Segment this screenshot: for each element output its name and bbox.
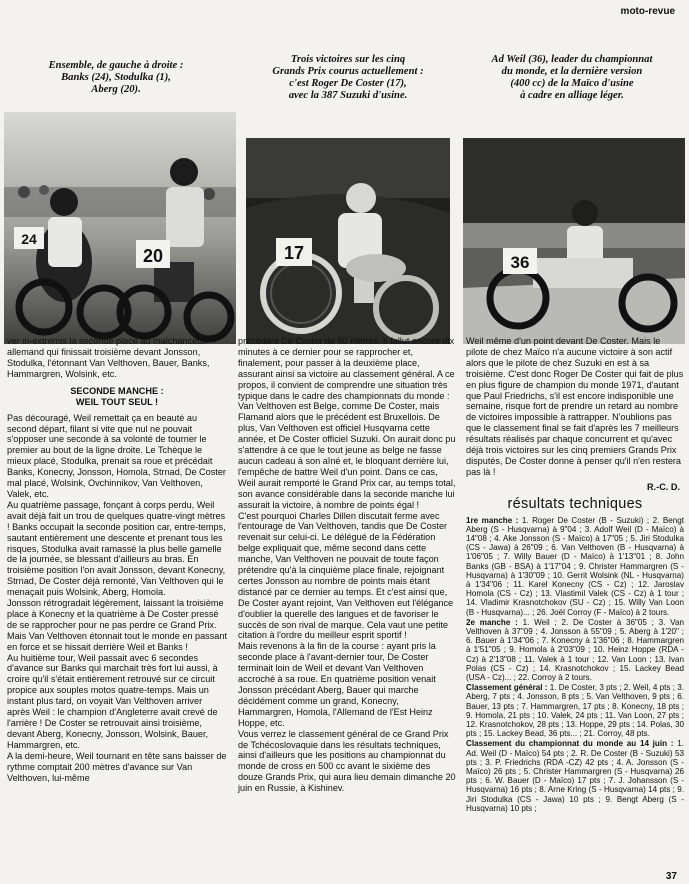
caption-left: Ensemble, de gauche à droite : Banks (24), Stodulka (1), Aberg (20). <box>48 60 184 95</box>
photo-banks-stodulka-aberg <box>4 112 236 344</box>
photo-ad-weil <box>463 138 685 344</box>
magazine-title: moto-revue <box>620 6 675 17</box>
article-column-2 <box>238 336 456 794</box>
article-column-3 <box>466 336 684 814</box>
section-heading-line-2: WEIL TOUT SEUL ! <box>75 396 159 407</box>
author-signature: R.-C. D. <box>647 481 680 492</box>
page-number: 37 <box>665 871 677 882</box>
photo-number-24: 24 <box>21 231 37 247</box>
results-text: 1. Roger De Coster (B - Suzuki) ; 2. Bengt Aberg (S - Husqvarna) à 9"04 ; 3. Adolf Weil (D - Maïco) à 14"08 ; 4. Ake Jonsson (S - Maïco) à 17"05 ; 5. Jiri Stodulka (CS - Jawa) à 26"09 ; 6. Van Velthoven (B - Husqvarna) à 1'06"05 ; 7. Willy Bauer (D - Maïco) à 1'13"01 ; 8. John Banks (GB - BSA) à 1'17"04 ; 9. Christer Hammargren (S - Husqvarna) à 1'30"09 ; 10. Gerrit Wolsink (NL - Husqvarna) à 1'34"06 ; 11. Karel Konecny (CS - Cz) ; 12. Jaroslav Homola (CS - Cz) ; 13. Vlastimil Valek (CS - Cz) à 1 tour ; 14. Vladimir Krasnotchokov (SU - Cz) ; 15. Willy Van Loon (B - Husqvarna)... ; 26. Joël Corroy (F - Maïco) à 2 tours. <box>466 515 684 617</box>
results-championship <box>466 739 684 813</box>
caption-right: Ad Weil (36), leader du championnat du monde, et la dernière version (400 cc) de la Maïco d'usine à cadre en alliage léger. <box>491 54 653 101</box>
results-block <box>466 516 684 814</box>
photo-number-36: 36 <box>510 253 530 272</box>
results-first-heat <box>466 516 684 617</box>
results-text: 1. Weil ; 2. De Coster à 36"05 ; 3. Van Velthoven à 37"09 ; 4. Jonsson à 55"09 ; 5. Aberg à 1'20" ; 6. Bauer à 1'34"06 ; 7. Konecny à 1'36"06 ; 8. Hammargren à 1'51"05 ; 9. Homola à 2'03"09 ; 10. Heinz Hoppe (RDA - Cz) à 2'13"08 ; 11. Valek à 1 tour ; 12. Van Loon ; 13. Ivan Polas (CS - Cz) ; 14. Krasnotchokov ; 15. Lackey Bead (USA - Cz)... ; 22. Corroy à 2 tours. <box>466 617 684 683</box>
results-text: 1. De Coster, 3 pts ; 2. Weil, 4 pts ; 3. Aberg, 7 pts ; 4. Jonsson, 8 pts ; 5. Van Velthoven, 9 pts ; 6. Bauer, 13 pts ; 7. Hammargren, 17 pts ; 8. Konecny, 18 pts ; 9. Homola, 21 pts ; 10. Valek, 24 pts ; 11. Van Loon, 27 pts ; 12. Krasnotchokov, 28 pts ; 13. Hoppe, 29 pts ; 14. Polas, 30 pts ; 15. Lackey Bead, 36 pts... ; 21. Corroy, 48 pts. <box>466 683 685 739</box>
results-label: Classement général : <box>466 683 548 693</box>
column-3-body: Weil même d'un point devant De Coster. Mais le pilote de chez Maïco n'a aucune victoire à son actif alors que le pilote de chez Suzuki en est à sa troisième. C'est donc Roger De Coster qui fait de plus en plus figure de champion du monde 1971, d'autant que Paul Friedrichs, s'il est encore indisponible une semaine, risque fort de prendre un retard au nombre de victoires impossible à rattrapper. N'oublions pas que le classement final se fait d'après les 7 meilleurs résultats réalisés par chaque concurrent et qu'avec déjà trois victoires sur les cinq premiers Grands Prix disputés, De Coster donne à penser qu'il n'en restera pas là ! <box>466 336 684 477</box>
photo-number-17: 17 <box>283 243 305 263</box>
results-second-heat <box>466 618 684 682</box>
section-heading-line-1: SECONDE MANCHE : <box>70 385 164 396</box>
section-heading <box>7 386 227 408</box>
results-overall <box>466 683 684 738</box>
photo-de-coster <box>246 138 450 344</box>
results-text: 1. Ad. Weil (D - Maïco) 54 pts ; 2. R. De Coster (B - Suzuki) 53 pts ; 3. P. Friedrichs (RDA -CZ) 42 pts ; 4. A. Jonsson (S - Maïco) 26 pts ; 5. Christer Hammargren (S - Husqvarna) 26 pts ; 6. W. Bauer (D - Maïco) 17 pts ; 7. J. Johansson (S - Husqvarna) 16 pts ; 8. Arne Kring (S - Husqvarna) 14 pts ; 9. Jiri Stodulka (CS - Jawa) 10 pts ; 9. Bengt Aberg (S - Husqvarna) 10 pts ; <box>466 739 684 813</box>
results-label: Classement du championnat du monde au 14 juin : <box>466 739 674 749</box>
column-1-body: Pas découragé, Weil remettait ça en beauté au second départ, filant si vite que nul ne pouvait s'opposer une seconde à sa volonté de tourner le premier au bout de la ligne droite. Le Tchèque le mieux placé, Stodulka, prenait sa roue et précédait Banks, Konecny, Jonsson, Homola, Strnad, De Coster mal placé, Wolsink, Ovchinnikov, Van Velthoven, Valek, etc. Au quatrième passage, fonçant à corps perdu, Weil avait déjà fait un trou de quelques quatre-vingt mètres ! Banks occupait la seconde position car, entre-temps, sautant entièrement une descente et prenant tous les risques, Stodulka avait ramassé la plus belle gamelle de la journée, se blessant d'ailleurs au bras. En troisième position l'on avait Jonsson, devant Konecny, Strnad, De Coster déjà remonté, Van Velthoven qui le menaçait puis Wolsink, Aberg, Homola. Jonsson rétrogradait légèrement, laissant la troisième place à Konecny et la quatrième à De Coster pressé de se rapprocher pour ne pas perdre ce Grand Prix. Mais Van Velthoven étonnait tout le monde en passant en force et se hissait derrière Weil et Banks ! Au huitième tour, Weil passait avec 6 secondes d'avance sur Banks qui marchait très fort lui aussi, à croire qu'il s'était entièrement retrouvé sur ce circuit propice aux souples motos quatre-temps. Mais un instant plus tard, on voyait Van Velthoven arriver après Weil : le champion d'Angleterre avait crevé de l'arrière ! De Coster se retrouvait ainsi troisième, devant Aberg, Konecny, Jonsson, Wolsink, Bauer, Hammargren, etc. A la demi-heure, Weil tournant en tête sans baisser de rythme comptait 200 mètres d'avance sur Van Velthoven, lui-même <box>7 412 227 783</box>
photo-number-20: 20 <box>142 246 164 266</box>
column-1-intro: ver in-extremis la seconde place au malchanceux allemand qui finissait troisième devant Jonsson, Stodulka, l'étonnant Van Velthoven, Bauer, Banks, Hammargren, Wolsink, etc. <box>7 336 210 379</box>
results-label: 1re manche : <box>466 515 519 525</box>
caption-center: Trois victoires sur les cinq Grands Prix courus actuellement : c'est Roger De Coster (17), avec la 387 Suzuki d'usine. <box>272 54 424 101</box>
article-column-1 <box>7 336 227 783</box>
results-title: résultats techniques <box>507 495 643 512</box>
results-label: 2e manche : <box>466 617 518 627</box>
column-2-body: précédant De Coster de 50 mètres. Il fallut encore dix minutes à ce dernier pour se rapprocher et, finalement, pour passer à la deuxième place, assurant ainsi sa victoire au classement général. A ce propos, il convient de comprendre une situation très typique dans le cadre des championnats du monde : Van Velthoven est Belge, comme De Coster, mais Flamand alors que le précédent est Bruxellois. De plus, Van Velthoven est officiel Husqvarna cette année, et De Coster officiel Suzuki. On aurait donc pu s'attendre à ce que le tout jeune as belge ne fasse aucun cadeau à son aîné et, le bloquant derrière lui, l'empêche de battre Weil d'un point. Dans ce cas, Weil aurait remporté le Grand Prix car, au temps total, son avance considérable dans la seconde manche lui assurait la victoire, à nombre de points égal ! C'est pourquoi Charles Dillen discutait ferme avec l'entourage de Van Velthoven, tandis que De Coster revenait sur celui-ci. Le délégué de la Fédération belge expliquait que, même second dans cette manche, Van Velthoven ne pouvait de toute façon prétendre qu'à la cinquième place finale, rejoignant certes Jonsson au nombre de points mais étant distancé par ce dernier au temps. Et c'est ainsi que, De Coster ayant rejoint, Van Velthoven eut l'élégance d'oublier la querelle des langues et de favoriser le succès de son rival de marque. Cela vaut une petite citation à l'ordre du meilleur esprit sportif ! Mais revenons à la fin de la course : ayant pris la seconde place à l'avant-dernier tour, De Coster terminait loin de Weil et devant Van Velthoven accroché à sa roue. En quatrième position venait Jonsson précédant Aberg, Bauer qui marche décidément comme un grand, Konecny, Hammargren, Homola, l'Allemand de l'Est Heinz Hoppe, etc. Vous verrez le classement général de ce Grand Prix de Tchécoslovaquie dans les résultats techniques, ainsi d'ailleurs que les positions au championnat du monde de cross en 500 cc avant le sixième des douze Grands Prix, qui aura lieu demain dimanche 20 juin en Russie, à Kishinev. <box>238 336 456 794</box>
